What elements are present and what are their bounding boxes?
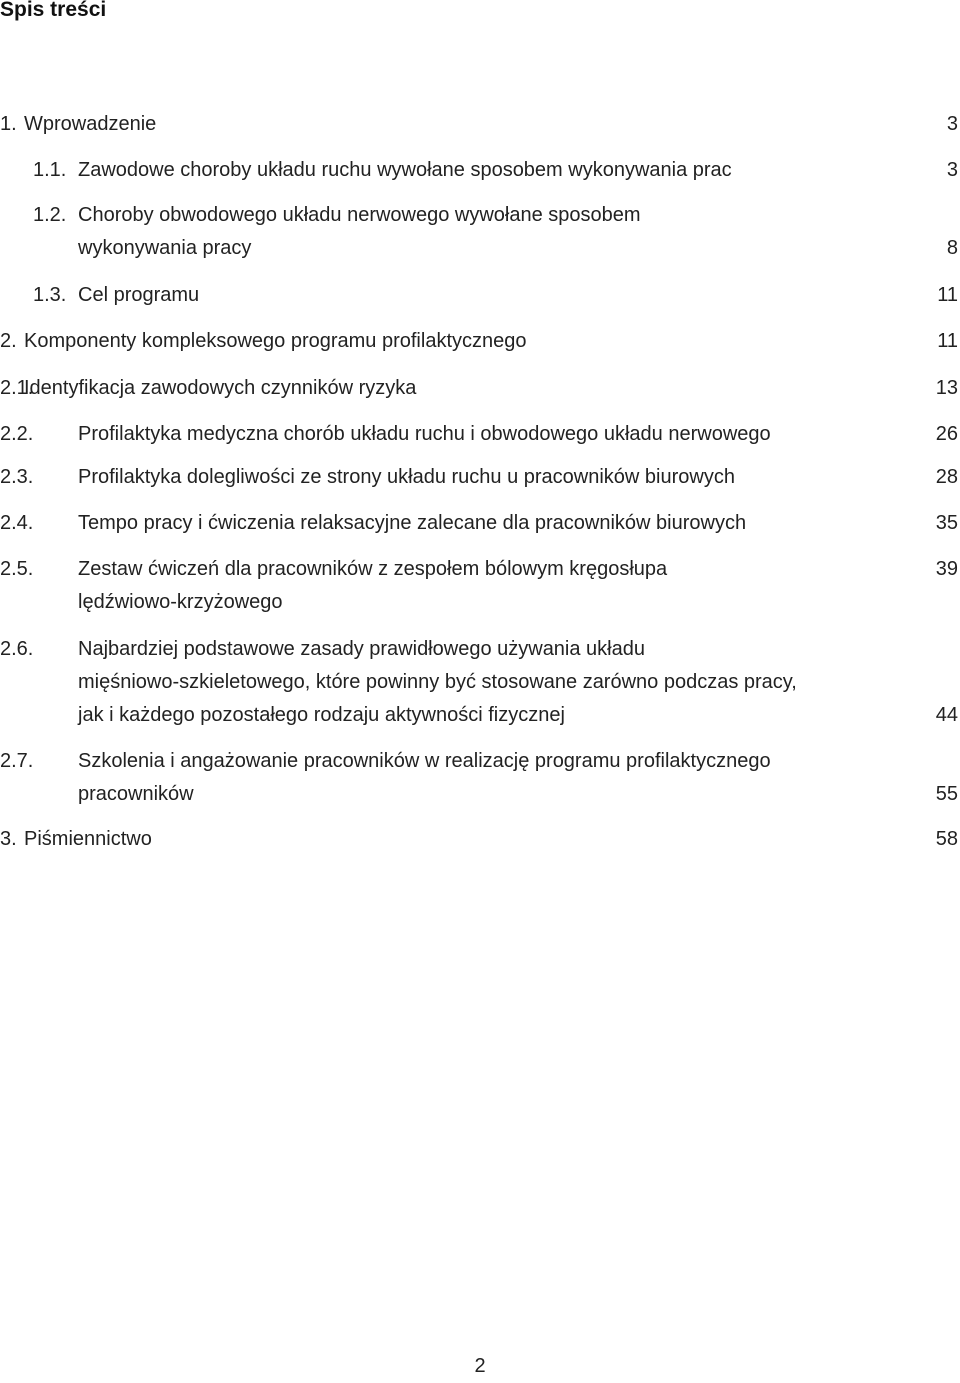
toc-entry bbox=[0, 823, 960, 856]
toc-entry-text: Profilaktyka dolegliwości ze strony układu ruchu u pracowników biurowych bbox=[78, 466, 735, 488]
toc-entry-number: 2.1. bbox=[0, 377, 34, 399]
toc-entry-number: 1.2. bbox=[33, 204, 67, 226]
toc-entry-text: mięśniowo-szkieletowego, które powinny być stosowane zarówno podczas pracy, bbox=[78, 671, 797, 693]
toc-entry-number: 1. bbox=[0, 113, 17, 135]
toc-entry bbox=[0, 199, 960, 265]
toc-entry bbox=[0, 154, 960, 187]
toc-entry-text: Wprowadzenie bbox=[24, 113, 157, 135]
toc-entry bbox=[0, 461, 960, 494]
toc-entry-text: wykonywania pracy bbox=[78, 237, 252, 259]
toc-entry bbox=[0, 418, 960, 451]
toc-entry-number: 1.1. bbox=[33, 159, 67, 181]
toc-entry-number: 2.5. bbox=[0, 558, 34, 580]
toc-entry-number: 2.2. bbox=[0, 423, 34, 445]
toc-entry-text: jak i każdego pozostałego rodzaju aktywności fizycznej bbox=[78, 704, 565, 726]
toc-entry-text: pracowników bbox=[78, 783, 194, 805]
toc-entry-page: 26 bbox=[935, 423, 958, 445]
toc-entry bbox=[0, 279, 960, 312]
toc-entry-text: Zawodowe choroby układu ruchu wywołane sposobem wykonywania prac bbox=[78, 159, 732, 181]
toc-entry-page: 13 bbox=[935, 377, 958, 399]
toc-entry bbox=[0, 633, 960, 732]
toc-entry-text: Tempo pracy i ćwiczenia relaksacyjne zalecane dla pracowników biurowych bbox=[78, 512, 747, 534]
toc-entry bbox=[0, 507, 960, 540]
toc-entry-page: 44 bbox=[935, 704, 958, 726]
toc-entry-text: Profilaktyka medyczna chorób układu ruchu i obwodowego układu nerwowego bbox=[78, 423, 771, 445]
toc-entry-number: 1.3. bbox=[33, 284, 67, 306]
toc-entry-number: 2.7. bbox=[0, 750, 34, 772]
toc-entry-page: 8 bbox=[946, 237, 958, 259]
toc-entry-page: 28 bbox=[935, 466, 958, 488]
toc-entry-number: 2.3. bbox=[0, 466, 34, 488]
toc-entry-page: 3 bbox=[946, 113, 958, 135]
toc-entry-number: 3. bbox=[0, 828, 17, 850]
toc-entry bbox=[0, 745, 960, 811]
toc-entry-page: 3 bbox=[946, 159, 958, 181]
toc-entry-page: 11 bbox=[937, 284, 958, 306]
toc-entry-number: 2.4. bbox=[0, 512, 34, 534]
toc-entry-number: 2.6. bbox=[0, 638, 34, 660]
toc-entry bbox=[0, 372, 960, 405]
toc-entry-text: Najbardziej podstawowe zasady prawidłowego używania układu bbox=[78, 638, 645, 660]
toc-entry bbox=[0, 325, 960, 358]
toc-entry bbox=[0, 108, 960, 141]
toc-title: Spis treści bbox=[0, 0, 107, 21]
toc-entry bbox=[0, 553, 960, 619]
toc-entry-page: 35 bbox=[935, 512, 958, 534]
toc-entry-text: Piśmiennictwo bbox=[24, 828, 152, 850]
toc-entry-page: 11 bbox=[937, 330, 958, 352]
toc-entry-page: 39 bbox=[935, 558, 958, 580]
toc-entry-text: Komponenty kompleksowego programu profilaktycznego bbox=[24, 330, 527, 352]
toc-entry-page: 58 bbox=[935, 828, 958, 850]
page-number: 2 bbox=[474, 1355, 486, 1377]
toc-entry-page: 55 bbox=[935, 783, 958, 805]
toc-entry-text: Cel programu bbox=[78, 284, 200, 306]
toc-entry-text: lędźwiowo-krzyżowego bbox=[78, 591, 283, 613]
toc-entry-text: Szkolenia i angażowanie pracowników w realizację programu profilaktycznego bbox=[78, 750, 771, 772]
toc-entry-number: 2. bbox=[0, 330, 17, 352]
toc-entry-text: Choroby obwodowego układu nerwowego wywołane sposobem bbox=[78, 204, 641, 226]
toc-entry-text: Zestaw ćwiczeń dla pracowników z zespołem bólowym kręgosłupa bbox=[78, 558, 668, 580]
toc-entry-text: Identyfikacja zawodowych czynników ryzyka bbox=[24, 377, 417, 399]
